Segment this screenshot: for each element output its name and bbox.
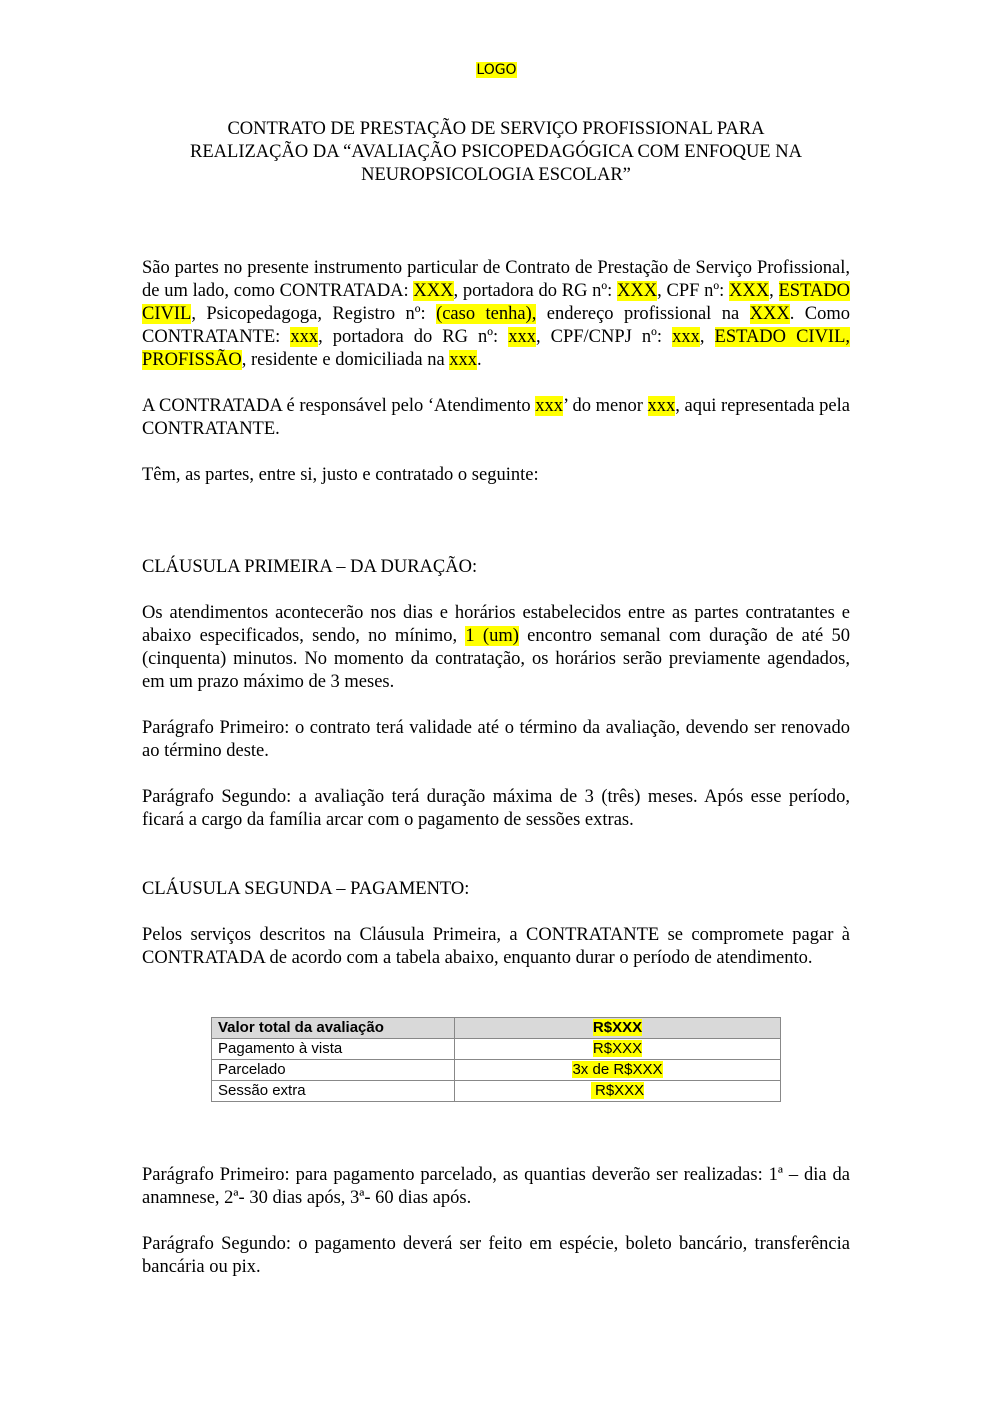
clause-1-heading: CLÁUSULA PRIMEIRA – DA DURAÇÃO: [142, 557, 478, 577]
clause-1-paragraph-first: Parágrafo Primeiro: o contrato terá validade até o término da avaliação, devendo ser renovado ao término deste. [142, 718, 850, 761]
price-label: Sessão extra [212, 1081, 455, 1102]
clause-2-heading: CLÁUSULA SEGUNDA – PAGAMENTO: [142, 879, 470, 899]
parties-paragraph: São partes no presente instrumento particular de Contrato de Prestação de Serviço Profissional, de um lado, como CONTRATADA: XXX, portadora do RG nº: XXX, CPF nº: XXX, ESTADO CIVIL, Psicopedagoga, Registro nº: (caso tenha), endereço profissional na XXX. Como CONTRATANTE: xxx, portadora do RG nº: xxx, CPF/CNPJ nº: xxx, ESTADO CIVIL, PROFISSÃO, residente e domiciliada na xxx. [142, 258, 851, 370]
table-row [212, 1039, 781, 1060]
agreed-paragraph: Têm, as partes, entre si, justo e contratado o seguinte: [142, 465, 539, 485]
table-row [212, 1060, 781, 1081]
logo-placeholder: LOGO [476, 62, 517, 78]
clause-2-paragraph-second: Parágrafo Segundo: o pagamento deverá ser feito em espécie, boleto bancário, transferência bancária ou pix. [142, 1234, 850, 1277]
contract-title [142, 118, 850, 187]
price-value: R$XXX [455, 1039, 781, 1060]
clause-1-paragraph: Os atendimentos acontecerão nos dias e horários estabelecidos entre as partes contratantes e abaixo especificados, sendo, no mínimo, 1 (um) encontro semanal com duração de até 50 (cinquenta) minutos. No momento da contratação, os horários serão previamente agendados, em um prazo máximo de 3 meses. [142, 603, 850, 692]
price-value: R$XXX [455, 1018, 781, 1039]
clause-2-paragraph-first: Parágrafo Primeiro: para pagamento parcelado, as quantias deverão ser realizadas: 1ª – dia da anamnese, 2ª- 30 dias após, 3ª- 60 dias após. [142, 1165, 850, 1208]
clause-2-paragraph: Pelos serviços descritos na Cláusula Primeira, a CONTRATANTE se compromete pagar à CONTRATADA de acordo com a tabela abaixo, enquanto durar o período de atendimento. [142, 925, 850, 968]
table-row [212, 1081, 781, 1102]
title-line-3: NEUROPSICOLOGIA ESCOLAR” [361, 165, 631, 185]
responsible-paragraph: A CONTRATADA é responsável pelo ‘Atendimento xxx’ do menor xxx, aqui representada pela CONTRATANTE. [142, 396, 850, 439]
price-table [211, 1017, 781, 1102]
title-line-1: CONTRATO DE PRESTAÇÃO DE SERVIÇO PROFISSIONAL PARA [227, 119, 765, 139]
price-label: Valor total da avaliação [212, 1018, 455, 1039]
price-value: R$XXX [455, 1081, 781, 1102]
price-value: 3x de R$XXX [455, 1060, 781, 1081]
price-label: Parcelado [212, 1060, 455, 1081]
table-row [212, 1018, 781, 1039]
title-line-2: REALIZAÇÃO DA “AVALIAÇÃO PSICOPEDAGÓGICA COM ENFOQUE NA [190, 142, 802, 162]
clause-1-paragraph-second: Parágrafo Segundo: a avaliação terá duração máxima de 3 (três) meses. Após esse período, ficará a cargo da família arcar com o pagamento de sessões extras. [142, 787, 850, 830]
price-label: Pagamento à vista [212, 1039, 455, 1060]
